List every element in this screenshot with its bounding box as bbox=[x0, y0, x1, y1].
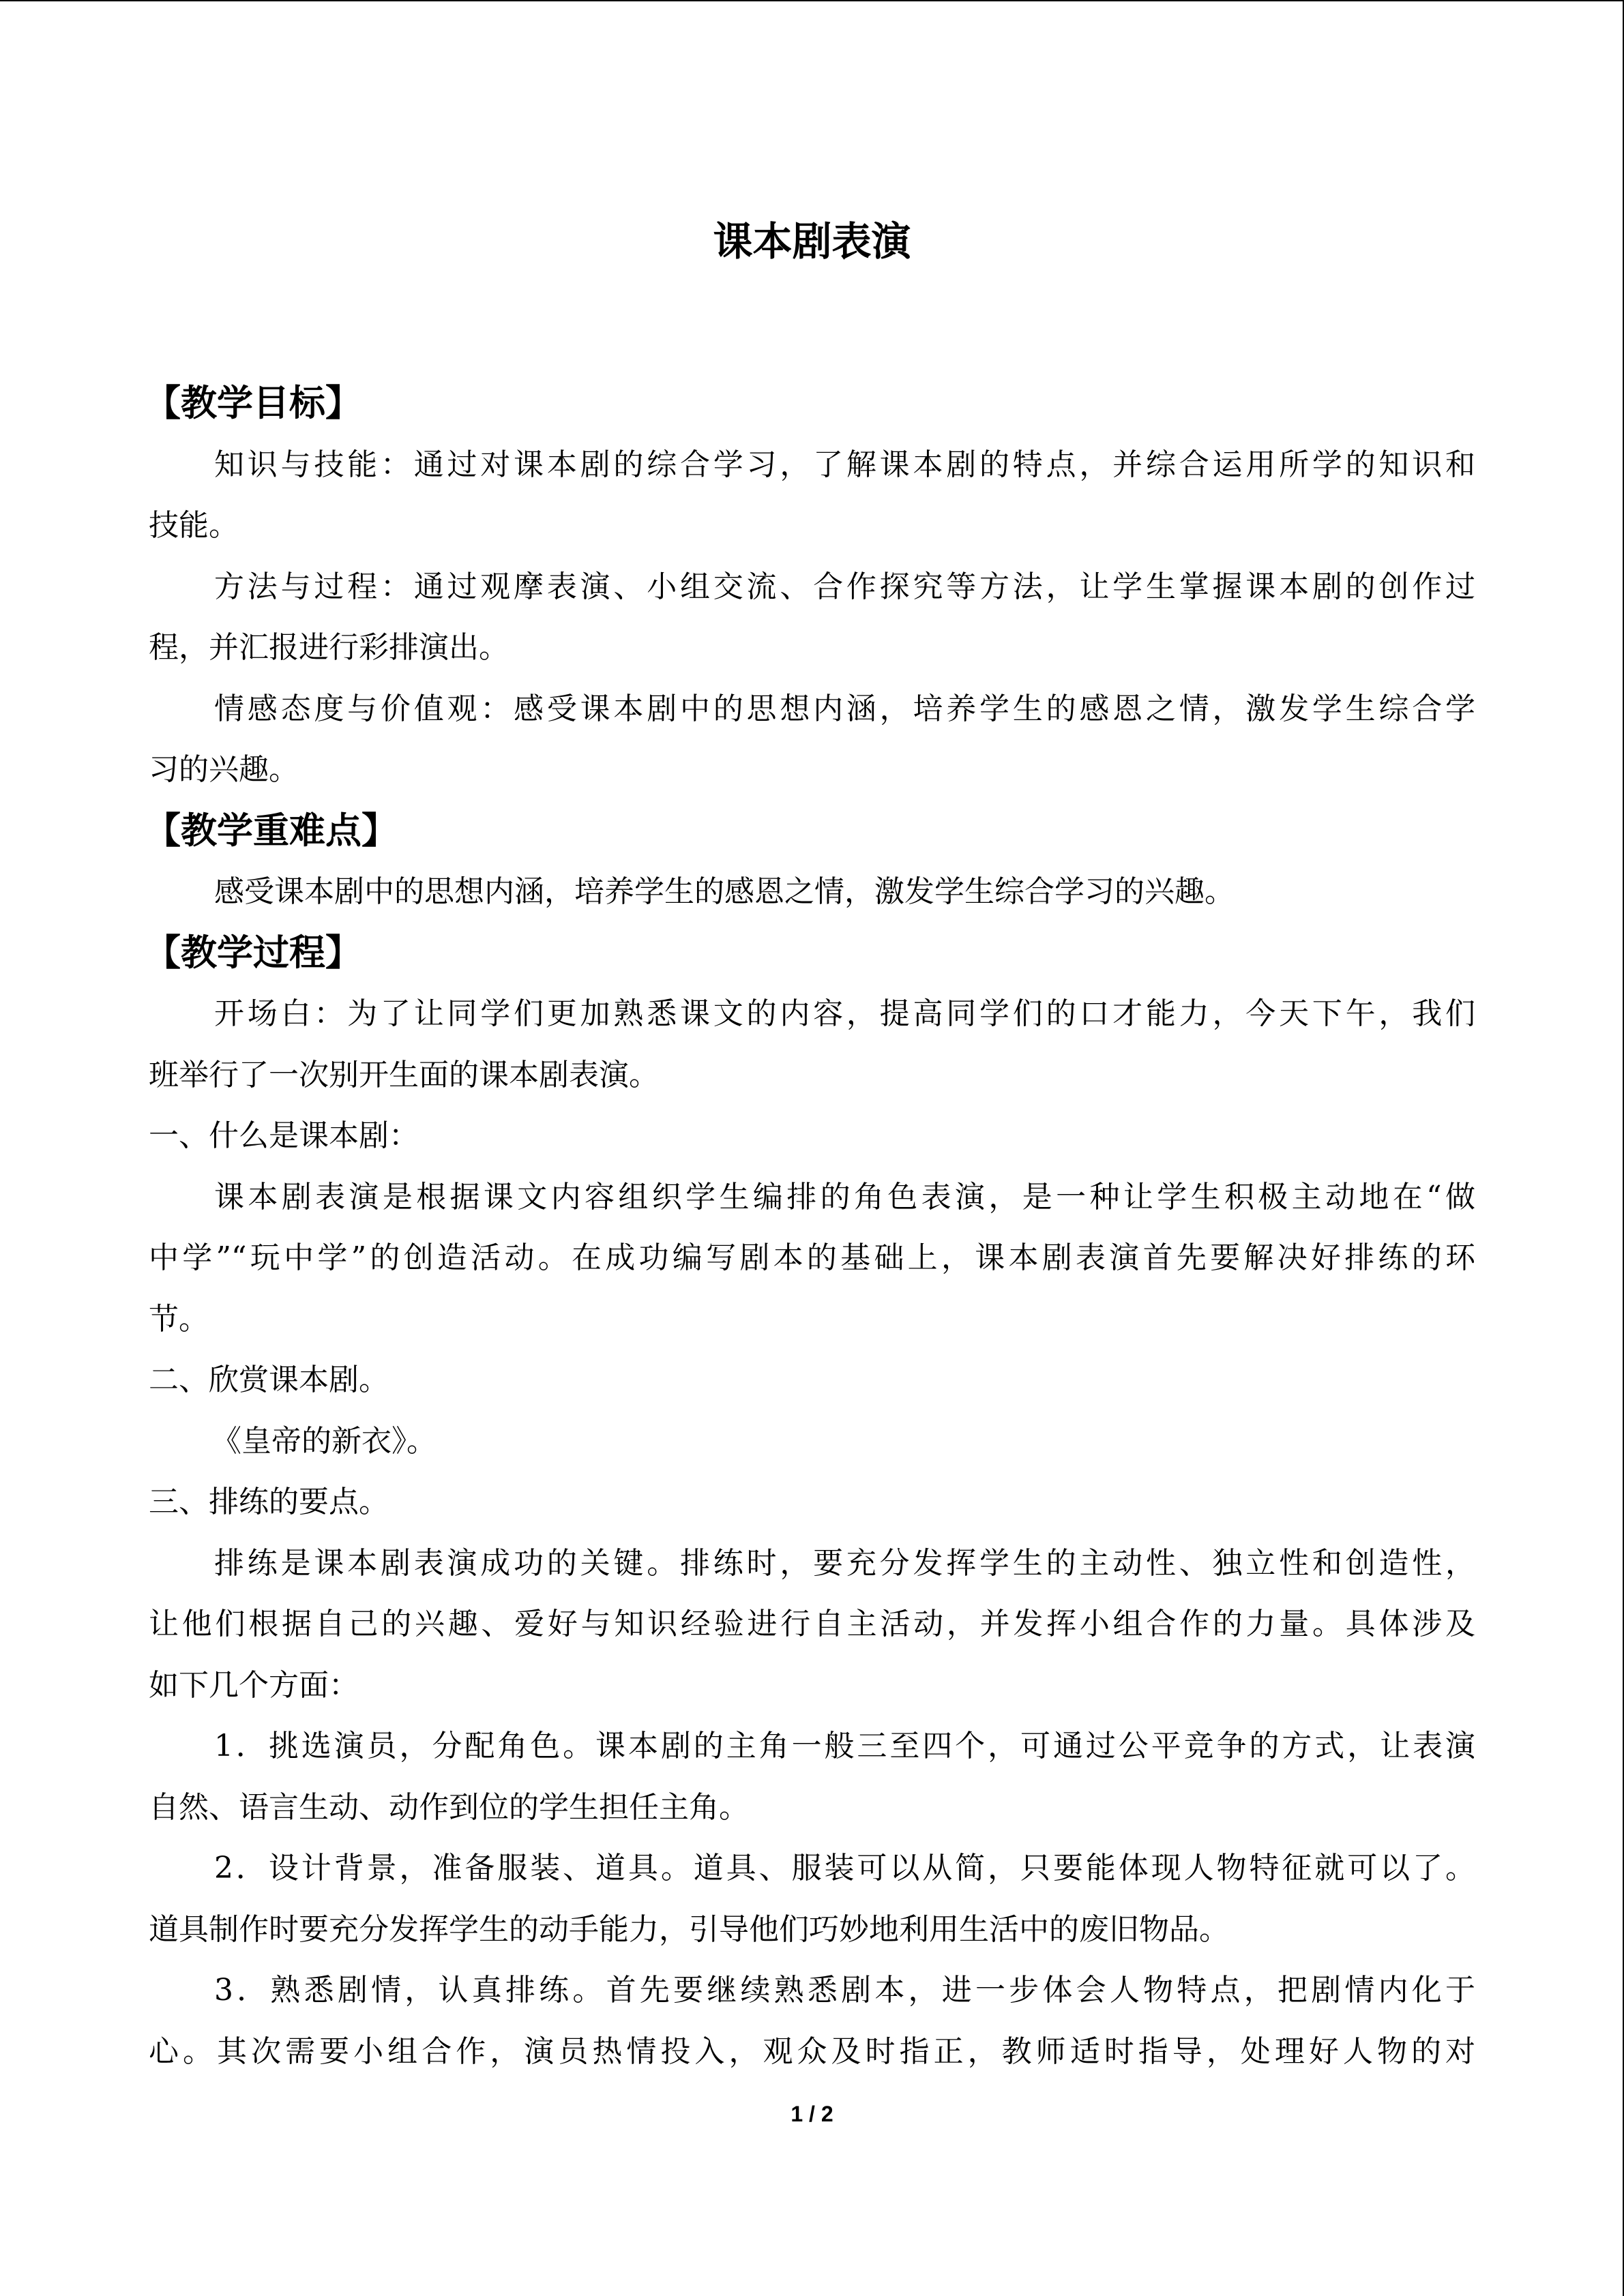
paragraph-line: 排练是课本剧表演成功的关键。排练时，要充分发挥学生的主动性、独立性和创造性， bbox=[214, 1545, 1475, 1581]
list-item-line: 2．设计背景，准备服装、道具。道具、服装可以从简，只要能体现人物特征就可以了。 bbox=[214, 1851, 1475, 1885]
paragraph-line: 技能。 bbox=[149, 508, 239, 543]
paragraph-line: 知识与技能：通过对课本剧的综合学习，了解课本剧的特点，并综合运用所学的知识和 bbox=[214, 447, 1475, 482]
paragraph-line: 班举行了一次别开生面的课本剧表演。 bbox=[149, 1057, 659, 1092]
list-item-line: 道具制作时要充分发挥学生的动手能力，引导他们巧妙地利用生活中的废旧物品。 bbox=[149, 1911, 1229, 1947]
paragraph-line: 感受课本剧中的思想内涵，培养学生的感恩之情，激发学生综合学习的兴趣。 bbox=[214, 874, 1235, 909]
paragraph-line: 开场白：为了让同学们更加熟悉课文的内容，提高同学们的口才能力，今天下午，我们 bbox=[214, 996, 1475, 1031]
paragraph-line: 中学”“玩中学”的创造活动。在成功编写剧本的基础上，课本剧表演首先要解决好排练的环 bbox=[149, 1240, 1475, 1275]
paragraph-line: 程，并汇报进行彩排演出。 bbox=[149, 630, 509, 665]
subsection-title: 三、排练的要点。 bbox=[149, 1485, 389, 1519]
paragraph-line: 情感态度与价值观：感受课本剧中的思想内涵，培养学生的感恩之情，激发学生综合学 bbox=[214, 691, 1475, 726]
paragraph-line: 课本剧表演是根据课文内容组织学生编排的角色表演，是一种让学生积极主动地在“做 bbox=[214, 1179, 1475, 1214]
page-number: 1 / 2 bbox=[791, 2102, 833, 2126]
subsection-title: 一、什么是课本剧： bbox=[149, 1118, 419, 1153]
paragraph-line: 习的兴趣。 bbox=[149, 752, 299, 787]
section-heading-objectives: 【教学目标】 bbox=[145, 383, 361, 424]
paragraph-line: 如下几个方面： bbox=[149, 1667, 359, 1703]
section-heading-process: 【教学过程】 bbox=[145, 931, 361, 974]
list-item-line: 自然、语言生动、动作到位的学生担任主角。 bbox=[149, 1789, 749, 1825]
list-item-line: 1．挑选演员，分配角色。课本剧的主角一般三至四个，可通过公平竞争的方式，让表演 bbox=[214, 1729, 1475, 1763]
paragraph-line: 节。 bbox=[149, 1301, 209, 1337]
paragraph-line: 《皇帝的新衣》。 bbox=[211, 1423, 437, 1459]
list-item-line: 3．熟悉剧情，认真排练。首先要继续熟悉剧本，进一步体会人物特点，把剧情内化于 bbox=[214, 1973, 1475, 2008]
list-item-line: 心。其次需要小组合作，演员热情投入，观众及时指正，教师适时指导，处理好人物的对 bbox=[149, 2033, 1475, 2069]
subsection-title: 二、欣赏课本剧。 bbox=[149, 1362, 389, 1397]
page-title: 课本剧表演 bbox=[713, 218, 911, 265]
paragraph-line: 让他们根据自己的兴趣、爱好与知识经验进行自主活动，并发挥小组合作的力量。具体涉及 bbox=[149, 1607, 1475, 1641]
document-body bbox=[145, 373, 1475, 2082]
section-heading-key-points: 【教学重难点】 bbox=[145, 809, 398, 852]
paragraph-line: 方法与过程：通过观摩表演、小组交流、合作探究等方法，让学生掌握课本剧的创作过 bbox=[214, 569, 1475, 604]
